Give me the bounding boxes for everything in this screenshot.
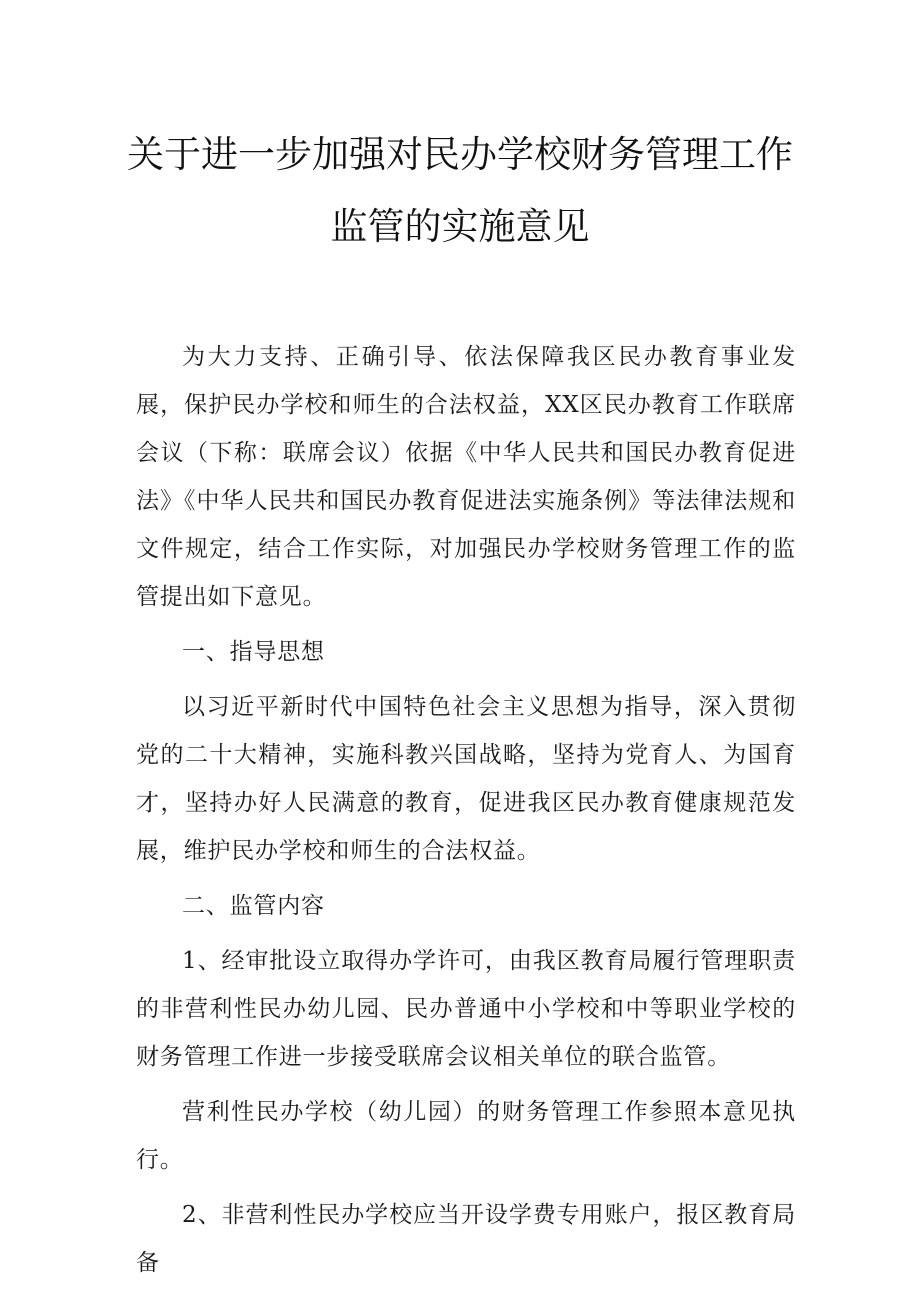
- supervision-item-1-paragraph: 1、经审批设立取得办学许可，由我区教育局履行管理职责的非营利性民办幼儿园、民办普通中小学校和中等职业学校的财务管理工作进一步接受联席会议相关单位的联合监管。: [136, 948, 796, 1070]
- document-body: [136, 333, 796, 1287]
- supervision-item-2-paragraph: 2、非营利性民办学校应当开设学费专用账户，报区教育局备: [136, 1202, 796, 1276]
- document-title-line-2: 监管的实施意见: [330, 205, 590, 248]
- intro-paragraph: 为大力支持、正确引导、依法保障我区民办教育事业发展，保护民办学校和师生的合法权益，XX区民办教育工作联席会议（下称：联席会议）依据《中华人民共和国民办教育促进法》《中华人民共和国民办教育促进法实施条例》等法律法规和文件规定，结合工作实际，对加强民办学校财务管理工作的监管提出如下意见。: [136, 344, 796, 610]
- section-heading-guiding-thought: 一、指导思想: [182, 639, 325, 665]
- guiding-thought-paragraph: 以习近平新时代中国特色社会主义思想为指导，深入贯彻党的二十大精神，实施科教兴国战略，坚持为党育人、为国育才，坚持办好人民满意的教育，促进我区民办教育健康规范发展，维护民办学校和师生的合法权益。: [136, 694, 796, 864]
- section-heading-supervision-content: 二、监管内容: [182, 893, 325, 919]
- document-title-line-1: 关于进一步加强对民办学校财务管理工作: [127, 133, 793, 176]
- for-profit-schools-paragraph: 营利性民办学校（幼儿园）的财务管理工作参照本意见执行。: [136, 1099, 796, 1173]
